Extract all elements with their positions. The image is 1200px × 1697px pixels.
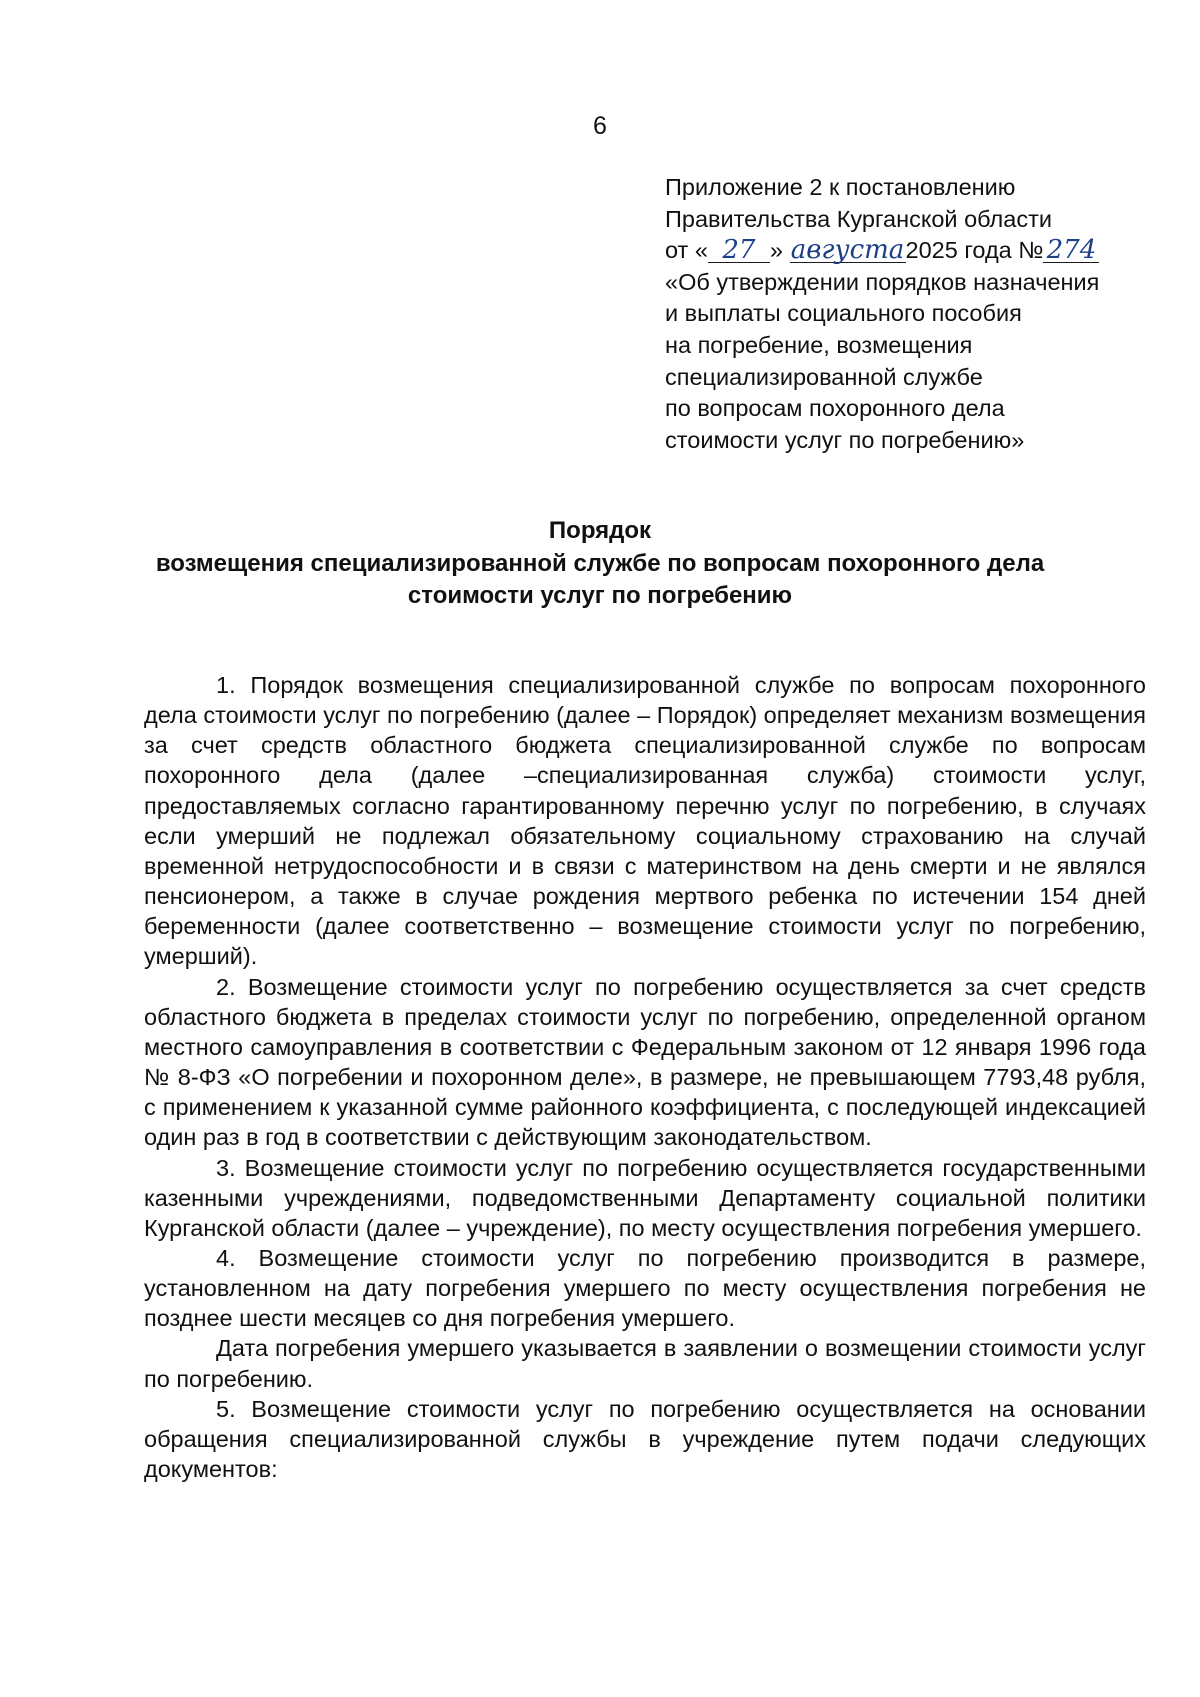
appendix-line-4: «Об утверждении порядков назначения xyxy=(665,268,1100,295)
document-title xyxy=(0,515,1200,613)
date-year: 2025 года № xyxy=(905,237,1044,264)
handwritten-doc-number: 274 xyxy=(1043,238,1099,263)
appendix-line-2: Правительства Курганской области xyxy=(665,205,1052,232)
paragraph-2: 2. Возмещение стоимости услуг по погребению осуществляется за счет средств областного бюджета в пределах стоимости услуг по погребению, определенной органом местного самоуправления в соответствии с Федеральным законом от 12 января 1996 года № 8-ФЗ «О погребении и похоронном деле», в размере, не превышающем 7793,48 рубля, с применением к указанной сумме районного коэффициента, с последующей индексацией один раз в год в соответствии с действующим законодательством. xyxy=(144,973,1146,1151)
title-line-2: возмещения специализированной службе по вопросам похоронного дела xyxy=(155,549,1045,577)
paragraph-4-note: Дата погребения умершего указывается в заявлении о возмещении стоимости услуг по погребению. xyxy=(144,1335,1146,1392)
appendix-line-6: на погребение, возмещения xyxy=(665,331,973,358)
document-body xyxy=(144,670,1146,1484)
handwritten-month: августа xyxy=(790,235,905,266)
appendix-line-5: и выплаты социального пособия xyxy=(665,300,1022,327)
page-number: 6 xyxy=(593,112,607,140)
appendix-date-line xyxy=(665,235,1165,267)
paragraph-4: 4. Возмещение стоимости услуг по погребению производится в размере, установленном на дату погребения умершего по месту осуществления погребения не позднее шести месяцев со дня погребения умершего. xyxy=(144,1244,1146,1332)
date-prefix: от « xyxy=(665,237,708,264)
handwritten-day: 27 xyxy=(708,238,770,263)
paragraph-5: 5. Возмещение стоимости услуг по погребению осуществляется на основании обращения специализированной службы в учреждение путем подачи следующих документов: xyxy=(144,1395,1146,1483)
appendix-line-7: специализированной службе xyxy=(665,363,983,390)
appendix-line-1: Приложение 2 к постановлению xyxy=(665,174,1016,200)
paragraph-3: 3. Возмещение стоимости услуг по погребению осуществляется государственными казенными учреждениями, подведомственными Департаменту социальной политики Курганской области (далее – учреждение), по месту осуществления погребения умершего. xyxy=(144,1154,1146,1241)
appendix-header xyxy=(665,172,1165,456)
appendix-line-9: стоимости услуг по погребению» xyxy=(665,426,1025,453)
title-line-3: стоимости услуг по погребению xyxy=(407,582,793,609)
title-line-1: Порядок xyxy=(548,517,652,544)
date-mid: » xyxy=(769,237,790,264)
paragraph-1: 1. Порядок возмещения специализированной службе по вопросам похоронного дела стоимости услуг по погребению (далее – Порядок) определяет механизм возмещения за счет средств областного бюджета специализированной службе по вопросам похоронного дела (далее –специализированная служба) стоимости услуг, предоставляемых согласно гарантированному перечню услуг по погребению, в случаях если умерший не подлежал обязательному социальному страхованию на случай временной нетрудоспособности и в связи с материнством на день смерти и не являлся пенсионером, а также в случае рождения мертвого ребенка по истечении 154 дней беременности (далее соответственно – возмещение стоимости услуг по погребению, умерший). xyxy=(144,672,1146,970)
appendix-line-8: по вопросам похоронного дела xyxy=(665,395,1005,422)
